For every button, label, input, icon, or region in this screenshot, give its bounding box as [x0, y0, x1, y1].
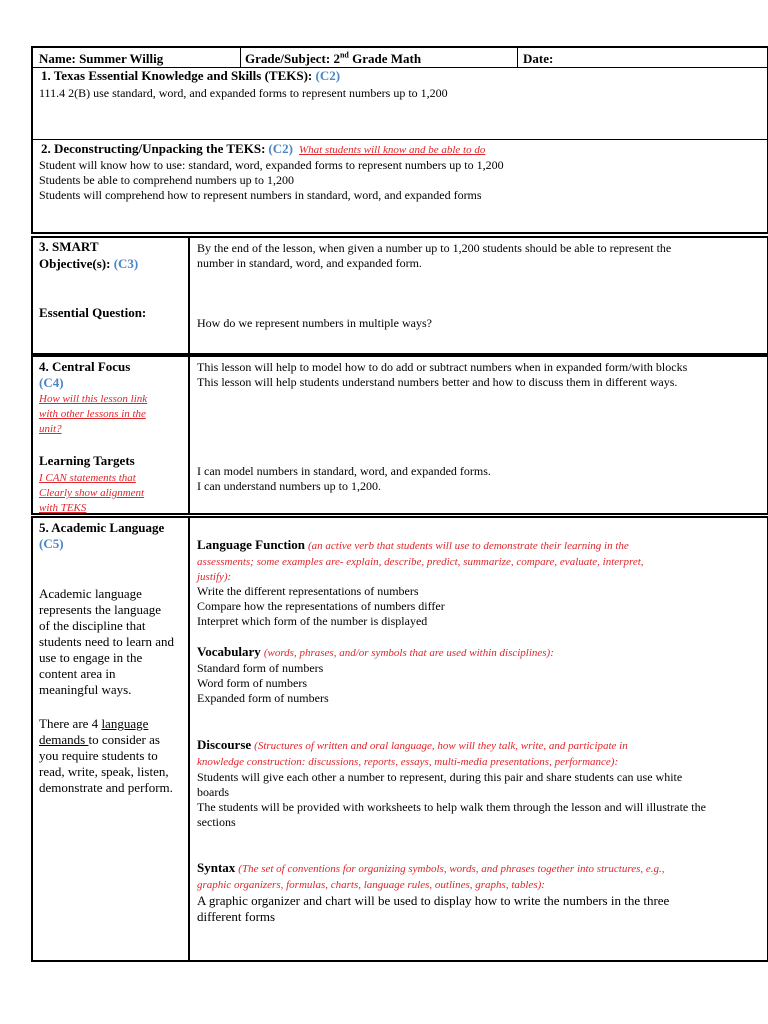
- learning-target: I can model numbers in standard, word, and expanded forms.: [197, 464, 491, 478]
- central-focus-hint: How will this lesson link: [39, 393, 148, 405]
- essential-question-label: Essential Question:: [39, 305, 147, 320]
- language-function-heading: Language Function (an active verb that students will use to demonstrate their learning in the: [197, 537, 629, 552]
- header-divider: [517, 48, 518, 68]
- language-function-hint: assessments; some examples are- explain, describe, predict, summarize, compare, evaluate, interpret,: [197, 556, 644, 568]
- language-function-item: Interpret which form of the number is displayed: [197, 614, 428, 628]
- unpacking-line: Students will comprehend how to represent numbers in standard, word, and expanded forms: [39, 188, 482, 202]
- vocabulary-heading: Vocabulary (words, phrases, and/or symbols that are used within disciplines):: [197, 644, 554, 659]
- date-label: Date:: [523, 51, 554, 66]
- academic-language-para: students need to learn and: [39, 634, 175, 649]
- learning-targets-label: Learning Targets: [39, 453, 135, 468]
- academic-language-para: of the discipline that: [39, 618, 146, 633]
- academic-language-code: (C5): [39, 536, 64, 551]
- syntax-item: different forms: [197, 909, 276, 924]
- objective-text: By the end of the lesson, when given a number up to 1,200 students should be able to represent the: [197, 241, 672, 255]
- learning-targets-hint: with TEKS: [39, 502, 87, 514]
- vocabulary-item: Word form of numbers: [197, 676, 308, 690]
- syntax-hint: graphic organizers, formulas, charts, language rules, outlines, graphs, tables):: [197, 879, 545, 891]
- objective-title: Objective(s): (C3): [39, 256, 139, 271]
- vocabulary-item: Standard form of numbers: [197, 661, 324, 675]
- academic-language-para: represents the language: [39, 602, 162, 617]
- vocabulary-item: Expanded form of numbers: [197, 691, 329, 705]
- academic-language-para: Academic language: [39, 586, 142, 601]
- essential-question: How do we represent numbers in multiple ways?: [197, 316, 432, 330]
- academic-language-para: meaningful ways.: [39, 682, 132, 697]
- language-function-item: Compare how the representations of numbers differ: [197, 599, 445, 613]
- central-focus-text: This lesson will help students understand numbers better and how to discuss them in different ways.: [197, 375, 678, 389]
- teks-title: 1. Texas Essential Knowledge and Skills (TEKS): (C2): [41, 68, 341, 83]
- academic-language-title: 5. Academic Language: [39, 520, 165, 535]
- objective-title: 3. SMART: [39, 239, 99, 254]
- unpacking-line: Student will know how to use: standard, word, expanded forms to represent numbers up to 1,200: [39, 158, 504, 172]
- objective-text: number in standard, word, and expanded form.: [197, 256, 422, 270]
- academic-language-para: use to engage in the: [39, 650, 143, 665]
- central-focus-hint: unit?: [39, 423, 62, 435]
- unpacking-title: 2. Deconstructing/Unpacking the TEKS: (C2) What students will know and be able to do: [41, 141, 486, 156]
- language-function-hint: justify):: [197, 571, 232, 583]
- discourse-heading: Discourse (Structures of written and oral language, how will they talk, write, and participate in: [197, 737, 628, 752]
- discourse-item: The students will be provided with worksheets to help walk them through the lesson and will illustrate the: [197, 800, 706, 814]
- language-function-item: Write the different representations of numbers: [197, 584, 419, 598]
- central-focus-title: 4. Central Focus: [39, 359, 131, 374]
- discourse-item: boards: [197, 785, 229, 799]
- central-focus-code: (C4): [39, 375, 64, 390]
- discourse-item: Students will give each other a number to represent, during this pair and share students can use white: [197, 770, 683, 784]
- learning-targets-hint: Clearly show alignment: [39, 487, 145, 499]
- syntax-item: A graphic organizer and chart will be used to display how to write the numbers in the three: [197, 893, 670, 908]
- central-focus-hint: with other lessons in the: [39, 408, 146, 420]
- discourse-hint: knowledge construction: discussions, reports, essays, multi-media presentations, performance):: [197, 756, 619, 768]
- header-divider: [240, 48, 241, 68]
- unpacking-line: Students be able to comprehend numbers up to 1,200: [39, 173, 294, 187]
- discourse-item: sections: [197, 815, 236, 829]
- grade-subject: Grade/Subject: 2nd Grade Math: [245, 50, 422, 66]
- academic-language-para: content area in: [39, 666, 116, 681]
- language-demands-para: demonstrate and perform.: [39, 780, 173, 795]
- teacher-name: Name: Summer Willig: [39, 51, 164, 66]
- syntax-heading: Syntax (The set of conventions for organizing symbols, words, and phrases together into structures, e.g.,: [197, 860, 665, 875]
- language-demands-para: demands to consider as: [39, 732, 160, 747]
- language-demands-para: read, write, speak, listen,: [39, 764, 169, 779]
- language-demands-para: you require students to: [39, 748, 158, 763]
- language-demands-para: There are 4 language: [39, 716, 149, 731]
- learning-targets-hint: I CAN statements that: [39, 472, 136, 484]
- learning-target: I can understand numbers up to 1,200.: [197, 479, 381, 493]
- central-focus-text: This lesson will help to model how to do add or subtract numbers when in expanded form/with blocks: [197, 360, 688, 374]
- teks-text: 111.4 2(B) use standard, word, and expanded forms to represent numbers up to 1,200: [39, 86, 448, 100]
